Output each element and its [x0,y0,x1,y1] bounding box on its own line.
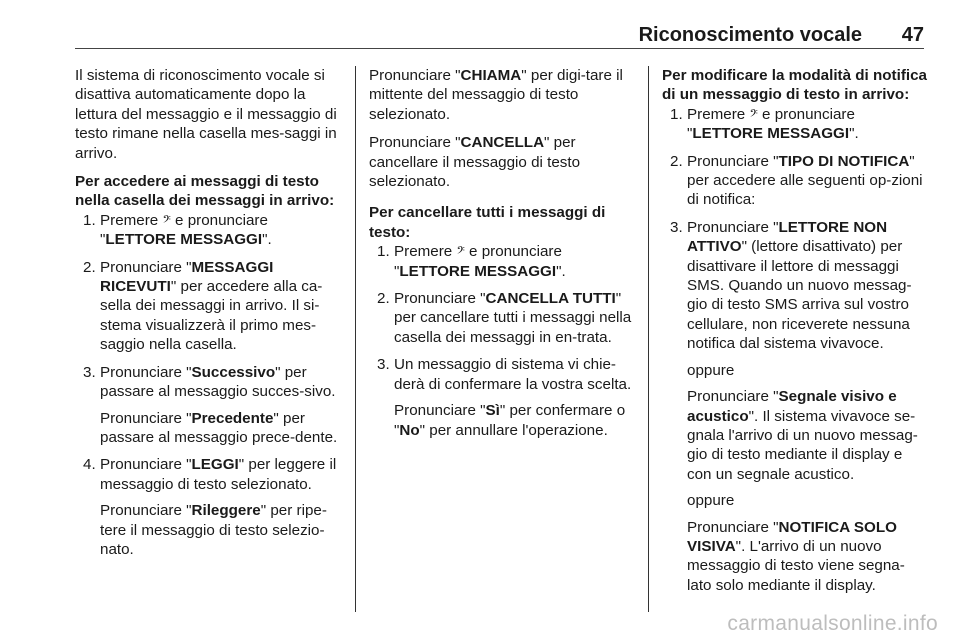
page-title: Riconoscimento vocale [638,24,862,46]
voice-command-icon: 𝄢 [749,106,758,122]
list-item: 3. Pronunciare "LETTORE NON ATTIVO" (lettore disattivato) per disattivare il lettore di messaggi SMS. Quando un nuovo messag-gio di testo SMS arriva sul vostro cellulare, non riceverete nessuna notifica dal sistema vivavoce. oppure Pronunciare "Segnale visivo e acustico". Il sistema vivavoce se-gnala l'arrivo di un nuovo messag-gio di testo mediante il display e con un segnale acustico. oppure Pronunciare "NOTIFICA SOLO VISIVA". L'arrivo di un nuovo messaggio di testo viene segna-lato solo mediante il display. [670,218,918,594]
list-item: 3. Pronunciare "Successivo" per passare al messaggio succes-sivo. Pronunciare "Precedente" per passare al messaggio prece-dente. [83,363,338,446]
column-3 [662,66,928,603]
intro-paragraph: Il sistema di riconoscimento vocale si disattiva automaticamente dopo la lettura del messaggio e il messaggio di testo rimane nella casella mes-saggi in arrivo. [75,67,337,162]
voice-command-icon: 𝄢 [456,244,465,260]
column-1 [75,66,345,567]
steps-list [369,242,639,440]
list-item: 2. Pronunciare "CANCELLA TUTTI" per cancellare tutti i messaggi nella casella dei messaggi in en-trata. [377,290,632,346]
list-item: 2. Pronunciare "MESSAGGI RICEVUTI" per accedere alla ca-sella dei messaggi in arrivo. Il si-stema visualizzerà il primo mes-saggio nella casella. [83,258,323,354]
steps-list [662,105,928,595]
paragraph: Pronunciare "CANCELLA" per cancellare il messaggio di testo selezionato. [369,134,581,191]
section-heading: Per cancellare tutti i messaggi di testo: [369,204,606,241]
list-item: 2. Pronunciare "TIPO DI NOTIFICA" per accedere alle seguenti op-zioni di notifica: [670,152,923,209]
list-item: 1. Premere 𝄢 e pronunciare "LETTORE MESSAGGI". [83,211,272,249]
column-divider [648,66,649,612]
section-heading: Per accedere ai messaggi di testo nella casella dei messaggi in arrivo: [75,173,335,210]
page-header [75,22,924,49]
section-heading: Per modificare la modalità di notifica di un messaggio di testo in arrivo: [662,67,928,104]
watermark: carmanualsonline.info [727,612,938,635]
list-item: 4. Pronunciare "LEGGI" per leggere il messaggio di testo selezionato. Pronunciare "Rileggere" per ripe-tere il messaggio di testo selezio-nato. [83,456,337,558]
list-item: 1. Premere 𝄢 e pronunciare "LETTORE MESSAGGI". [377,243,566,280]
voice-command-icon: 𝄢 [162,212,171,228]
list-item: 1. Premere 𝄢 e pronunciare "LETTORE MESSAGGI". [670,105,859,143]
column-divider [355,66,356,612]
page-number: 47 [901,24,924,46]
paragraph: Pronunciare "CHIAMA" per digi-tare il mittente del messaggio di testo selezionato. [369,67,623,123]
steps-list [75,211,345,560]
column-2 [369,66,639,448]
list-item: 3. Un messaggio di sistema vi chie-derà di confermare la vostra scelta. Pronunciare "Sì" per confermare o "No" per annullare l'operazione. [377,356,632,439]
